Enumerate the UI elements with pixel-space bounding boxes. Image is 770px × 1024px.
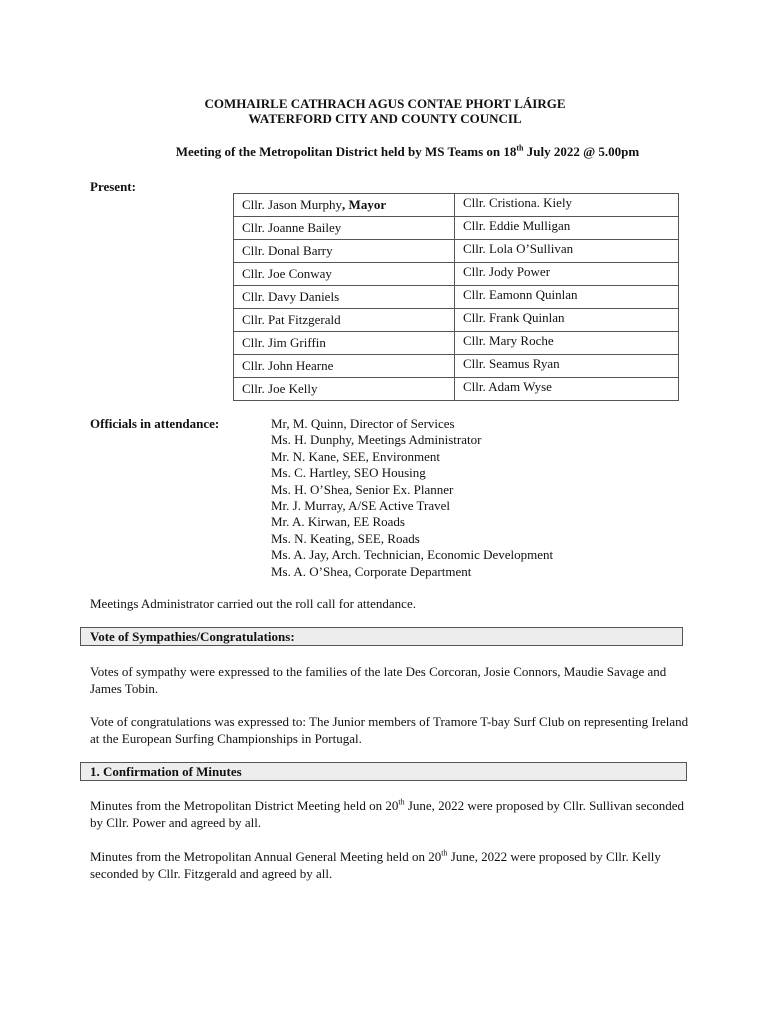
list-item: Ms. N. Keating, SEE, Roads xyxy=(271,530,420,546)
present-cell-right: Cllr. Cristiona. Kiely xyxy=(455,194,679,217)
officials-label: Officials in attendance: xyxy=(90,416,220,431)
present-cell-right: Cllr. Frank Quinlan xyxy=(455,309,679,332)
date-ordinal: th xyxy=(398,797,405,807)
section-heading-minutes: 1. Confirmation of Minutes xyxy=(80,762,687,781)
present-label: Present: xyxy=(90,179,136,194)
table-row xyxy=(234,217,679,240)
officials-list xyxy=(271,416,553,580)
present-cell-right: Cllr. Lola O’Sullivan xyxy=(455,240,679,263)
present-cell-right: Cllr. Adam Wyse xyxy=(455,378,679,401)
list-item: Mr. N. Kane, SEE, Environment xyxy=(271,448,440,464)
table-row xyxy=(234,355,679,378)
table-row xyxy=(234,286,679,309)
date-ordinal: th xyxy=(441,848,448,858)
councillor-name: Cllr. Jason Murphy xyxy=(242,197,343,212)
minutes-text: June, 2022 were proposed by Cllr. Sullivan seconded by Cllr. Power and agreed by all. xyxy=(90,798,685,830)
table-row xyxy=(234,332,679,355)
minutes-paragraph-2 xyxy=(90,848,690,882)
section-heading-votes: Vote of Sympathies/Congratulations: xyxy=(80,627,683,646)
votes-sympathy-text: Votes of sympathy were expressed to the families of the late Des Corcoran, Josie Connors, Maudie Savage and James Tobin. xyxy=(90,664,667,696)
present-cell-left: Cllr. Joe Kelly xyxy=(234,378,455,401)
minutes-text: June, 2022 were proposed by Cllr. Kelly seconded by Cllr. Fitzgerald and agreed by all. xyxy=(90,849,661,881)
list-item: Mr, M. Quinn, Director of Services xyxy=(271,416,455,431)
meeting-title xyxy=(0,144,770,160)
present-cell-right: Cllr. Eddie Mulligan xyxy=(455,217,679,240)
list-item: Mr. A. Kirwan, EE Roads xyxy=(271,514,405,530)
list-item: Mr. J. Murray, A/SE Active Travel xyxy=(271,497,450,513)
table-row xyxy=(234,309,679,332)
present-cell-right: Cllr. Seamus Ryan xyxy=(455,355,679,378)
meeting-title-ordinal: th xyxy=(516,143,524,153)
table-row xyxy=(234,194,679,217)
votes-congratulations-text: Vote of congratulations was expressed to: The Junior members of Tramore T-bay Surf Club on representing Ireland at the European Surfing Championships in Portugal. xyxy=(90,714,689,746)
minutes-text: Minutes from the Metropolitan District Meeting held on 20 xyxy=(90,798,399,813)
minutes-text: Minutes from the Metropolitan Annual General Meeting held on 20 xyxy=(90,849,442,864)
present-cell-left: Cllr. John Hearne xyxy=(234,355,455,378)
roll-call-text: Meetings Administrator carried out the roll call for attendance. xyxy=(90,596,416,611)
present-table xyxy=(233,193,679,401)
table-row xyxy=(234,263,679,286)
present-cell-left: Cllr. Davy Daniels xyxy=(234,286,455,309)
meeting-title-time: July 2022 @ 5.00pm xyxy=(523,144,640,159)
minutes-paragraph-1 xyxy=(90,797,690,831)
mayor-title: , Mayor xyxy=(342,197,387,212)
present-cell-left: Cllr. Joe Conway xyxy=(234,263,455,286)
list-item: Ms. H. O’Shea, Senior Ex. Planner xyxy=(271,481,454,497)
present-cell-right: Cllr. Jody Power xyxy=(455,263,679,286)
list-item: Ms. A. O’Shea, Corporate Department xyxy=(271,563,472,579)
present-cell-left: Cllr. Jim Griffin xyxy=(234,332,455,355)
present-cell-left: Cllr. Donal Barry xyxy=(234,240,455,263)
present-cell-right: Cllr. Mary Roche xyxy=(455,332,679,355)
list-item: Ms. C. Hartley, SEO Housing xyxy=(271,465,426,481)
present-cell-left: Cllr. Pat Fitzgerald xyxy=(234,309,455,332)
list-item: Ms. H. Dunphy, Meetings Administrator xyxy=(271,432,482,448)
meeting-title-text: Meeting of the Metropolitan District held by MS Teams on 18 xyxy=(175,144,517,159)
table-row xyxy=(234,378,679,401)
list-item: Ms. A. Jay, Arch. Technician, Economic Development xyxy=(271,547,554,563)
present-cell-right: Cllr. Eamonn Quinlan xyxy=(455,286,679,309)
present-cell-left xyxy=(234,194,455,217)
council-name-english: WATERFORD CITY AND COUNTY COUNCIL xyxy=(248,111,522,126)
council-name-irish: COMHAIRLE CATHRACH AGUS CONTAE PHORT LÁIRGE xyxy=(204,96,566,111)
table-row xyxy=(234,240,679,263)
present-cell-left: Cllr. Joanne Bailey xyxy=(234,217,455,240)
